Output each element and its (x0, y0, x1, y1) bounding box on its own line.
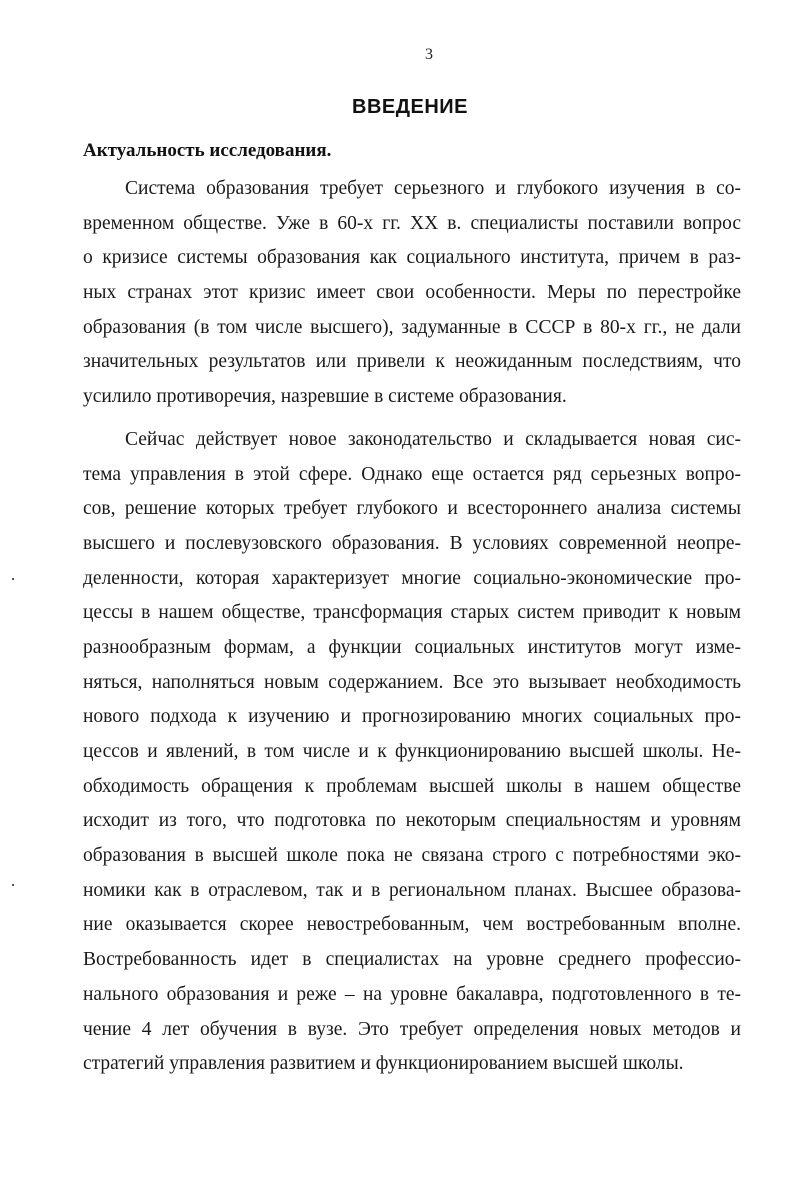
text-line: ние оказывается скорее невостребованным, чем востребованным вполне. (83, 914, 741, 936)
scan-speck (12, 578, 14, 580)
text-line: усилило противоречия, назревшие в системе образования. (83, 386, 567, 408)
text-line: временном обществе. Уже в 60-х гг. XX в. специалисты поставили вопрос (83, 212, 741, 234)
section-heading: ВВЕДЕНИЕ (352, 96, 468, 118)
page-number: 3 (425, 46, 433, 63)
text-line: нового подхода к изучению и прогнозированию многих социальных про- (83, 706, 741, 728)
body-text (83, 172, 741, 1082)
text-line: няться, наполняться новым содержанием. Все это вызывает необходимость (83, 671, 741, 693)
text-line: образования (в том числе высшего), задуманные в СССР в 80-х гг., не дали (83, 316, 741, 338)
text-line: Сейчас действует новое законодательство и складывается новая сис- (125, 428, 741, 450)
text-line: значительных результатов или привели к неожиданным последствиям, что (83, 351, 741, 373)
text-line: Востребованность идет в специалистах на уровне среднего профессио- (83, 949, 741, 971)
text-line: исходит из того, что подготовка по некоторым специальностям и уровням (83, 810, 741, 832)
text-line: чение 4 лет обучения в вузе. Это требует определения новых методов и (83, 1018, 741, 1040)
text-line: тема управления в этой сфере. Однако еще остается ряд серьезных вопро- (83, 463, 741, 485)
subsection-heading: Актуальность исследования. (83, 140, 332, 161)
text-line: образования в высшей школе пока не связана строго с потребностями эко- (83, 845, 741, 867)
text-line: стратегий управления развитием и функционированием высшей школы. (83, 1053, 684, 1075)
text-line: высшего и послевузовского образования. В условиях современной неопре- (83, 532, 741, 554)
text-line: Система образования требует серьезного и глубокого изучения в со- (125, 178, 741, 199)
text-line: о кризисе системы образования как социального института, причем в раз- (83, 247, 741, 269)
text-line: номики как в отраслевом, так и в региональном планах. Высшее образова- (83, 879, 741, 901)
text-line: ных странах этот кризис имеет свои особенности. Меры по перестройке (83, 282, 741, 304)
text-line: обходимость обращения к проблемам высшей школы в нашем обществе (83, 775, 741, 797)
text-line: нального образования и реже – на уровне бакалавра, подготовленного в те- (83, 983, 741, 1005)
text-line: цессы в нашем обществе, трансформация старых систем приводит к новым (83, 602, 741, 624)
scan-speck (12, 884, 14, 886)
text-line: разнообразным формам, а функции социальных институтов могут изме- (83, 636, 741, 658)
text-line: деленности, которая характеризует многие социально-экономические про- (83, 567, 741, 589)
text-line: сов, решение которых требует глубокого и всестороннего анализа системы (83, 498, 741, 520)
text-line: цессов и явлений, в том числе и к функционированию высшей школы. Не- (83, 741, 741, 762)
